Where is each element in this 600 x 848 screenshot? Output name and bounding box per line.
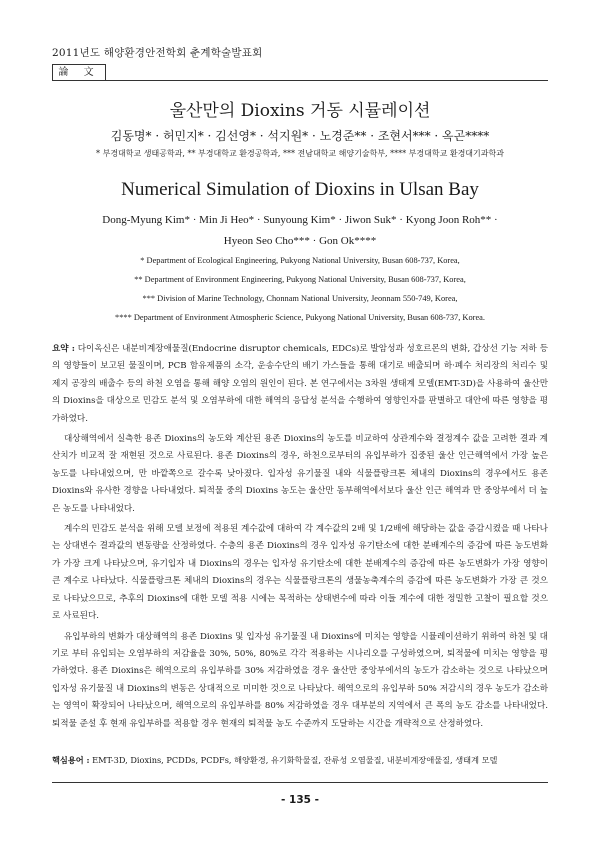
english-affiliation-1: * Department of Ecological Engineering, Pukyong National University, Busan 608-737, Korea, (140, 256, 460, 265)
korean-affiliations: * 부경대학교 생태공학과, ** 부경대학교 환경공학과, *** 전남대학교 해양기술학부, **** 부경대학교 환경대기과학과 (96, 149, 504, 158)
abstract-label: 요약 : (52, 344, 75, 354)
keywords (52, 755, 548, 766)
english-authors-line2: Hyeon Seo Cho*** · Gon Ok**** (223, 235, 377, 247)
english-authors-line1: Dong-Myung Kim* · Min Ji Heo* · Sunyoung Kim* · Jiwon Suk* · Kyong Joon Roh** · (102, 214, 498, 226)
abstract (52, 341, 548, 736)
abstract-paragraph-4: 유입부하의 변화가 대상해역의 용존 Dioxins 및 입자성 유기물질 내 Dioxins에 미치는 영향을 시뮬레이션하기 위하여 하천 및 대기로 부터 유입되는 오염부하의 저감율을 30%, 50%, 80%로 각각 적용하는 시나리오를 구성하였으며, 퇴적물에 미치는 영향을 평가하였다. 용존 Dioxins은 해역으로의 유입부하를 30% 저감하였을 경우 울산만 중앙부에서의 농도가 감소하는 것으로 나타났으며 입자성 유기물질 내 Dioxins의 변동은 상대적으로 미미한 것으로 나타났다. 해역으로의 유입부하 50% 저감시의 경우 농도가 감소하는 영역이 확장되어 나타났으며, 해역으로의 유입부하를 80% 저감하였을 경우 대부분의 지역에서 큰 폭의 농도 감소를 나타내었다. 퇴적물 준설 후 현재 유입부하를 적용할 경우 현재의 퇴적물 농도 수준까지 도달하는 시간을 개략적으로 산정하였다. (52, 631, 548, 729)
abstract-paragraph-3: 계수의 민감도 분석을 위해 모델 보정에 적용된 계수값에 대하여 각 계수값의 2배 및 1/2배에 해당하는 값을 증감시켰을 때 나타나는 상대변수 결과값의 변동량을 산정하였다. 수층의 용존 Dioxins의 경우 입자성 유기탄소에 대한 분배계수의 증감에 따른 농도변화가 가장 크게 나타났으며, 유기입자 내 Dioxins의 경우는 입자성 유기탄소에 대한 분배계수의 증감에 따른 농도변화가 가장 영향이 큰 계수로 나타났다. 식물플랑크톤 체내의 Dioxins의 경우는 식물플랑크톤의 생물농축계수의 증감에 따른 농도변화가 가장 큰 것으로 나타났으므로, 추후의 Dioxins에 대한 모델 적용 시에는 목적하는 상태변수에 따라 이들 계수에 대한 정밀한 고찰이 필요할 것으로 사료된다. (52, 524, 548, 622)
keywords-text: EMT-3D, Dioxins, PCDDs, PCDFs, 해양환경, 유기화학물질, 잔류성 오염물질, 내분비계장애물질, 생태계 모델 (92, 755, 498, 765)
keywords-label: 핵심용어 : (52, 755, 90, 765)
abstract-paragraph-1 (52, 341, 548, 428)
english-title: Numerical Simulation of Dioxins in Ulsan Bay (121, 179, 479, 200)
top-divider (52, 80, 548, 81)
english-affiliation-4: **** Department of Environment Atmospheric Science, Pukyong National University, Busan 608-737, Korea. (115, 313, 485, 322)
paper-type-label: 論 文 (52, 64, 106, 81)
abstract-paragraph-2: 대상해역에서 실측한 용존 Dioxins의 농도와 계산된 용존 Dioxins의 농도를 비교하여 상관계수와 결정계수 값을 고려한 결과 계산치가 비교적 잘 재현된 것으로 사료된다. 용존 Dioxins의 경우, 하천으로부터의 유입부하가 집중된 울산 인근해역에서 가장 높은 농도를 나타내었으며, 만 바깥쪽으로 갈수록 낮아졌다. 입자성 유기물질 내와 식물플랑크톤 체내의 Dioxins의 경우에서도 용존 Dioxins와 유사한 경향을 나타내었다. 퇴적물 중의 Dioxins 농도는 울산만 동부해역에서보다 울산 인근 해역과 만 중앙부에서 더 높은 농도를 나타내었다. (52, 434, 548, 514)
abstract-text-1: 다이옥신은 내분비계장애물질(Endocrine disruptor chemicals, EDCs)로 발암성과 성호르몬의 변화, 갑상선 기능 저하 등의 영향들이 보고된 물질이며, PCB 함유제품의 소각, 운송수단의 배기 가스들을 통해 대기로 배출되며 하·폐수 처리장의 처리수 및 제지 공장의 배출수 등의 하천 오염을 통해 해양 오염의 원인이 된다. 본 연구에서는 3차원 생태계 모델(EMT-3D)을 사용하여 울산만의 Dioxins을 대상으로 민감도 분석 및 오염부하에 대한 해역의 응답성 분석을 수행하여 영향인자를 판별하고 대안에 따른 영향을 평가하였다. (52, 344, 548, 424)
english-affiliation-2: ** Department of Environment Engineering, Pukyong National University, Busan 608-737, Korea, (134, 275, 466, 284)
korean-authors: 김동명* · 허민지* · 김선영* · 석지원* · 노경준** · 조현서*** · 옥곤**** (110, 129, 490, 143)
bottom-divider (52, 782, 548, 783)
conference-name: 2011년도 해양환경안전학회 춘계학술발표회 (52, 47, 263, 59)
english-affiliation-3: *** Division of Marine Technology, Chonnam National University, Jeonnam 550-749, Korea, (142, 294, 458, 303)
korean-title: 울산만의 Dioxins 거동 시뮬레이션 (169, 101, 431, 121)
page-number: - 135 - (281, 794, 319, 806)
